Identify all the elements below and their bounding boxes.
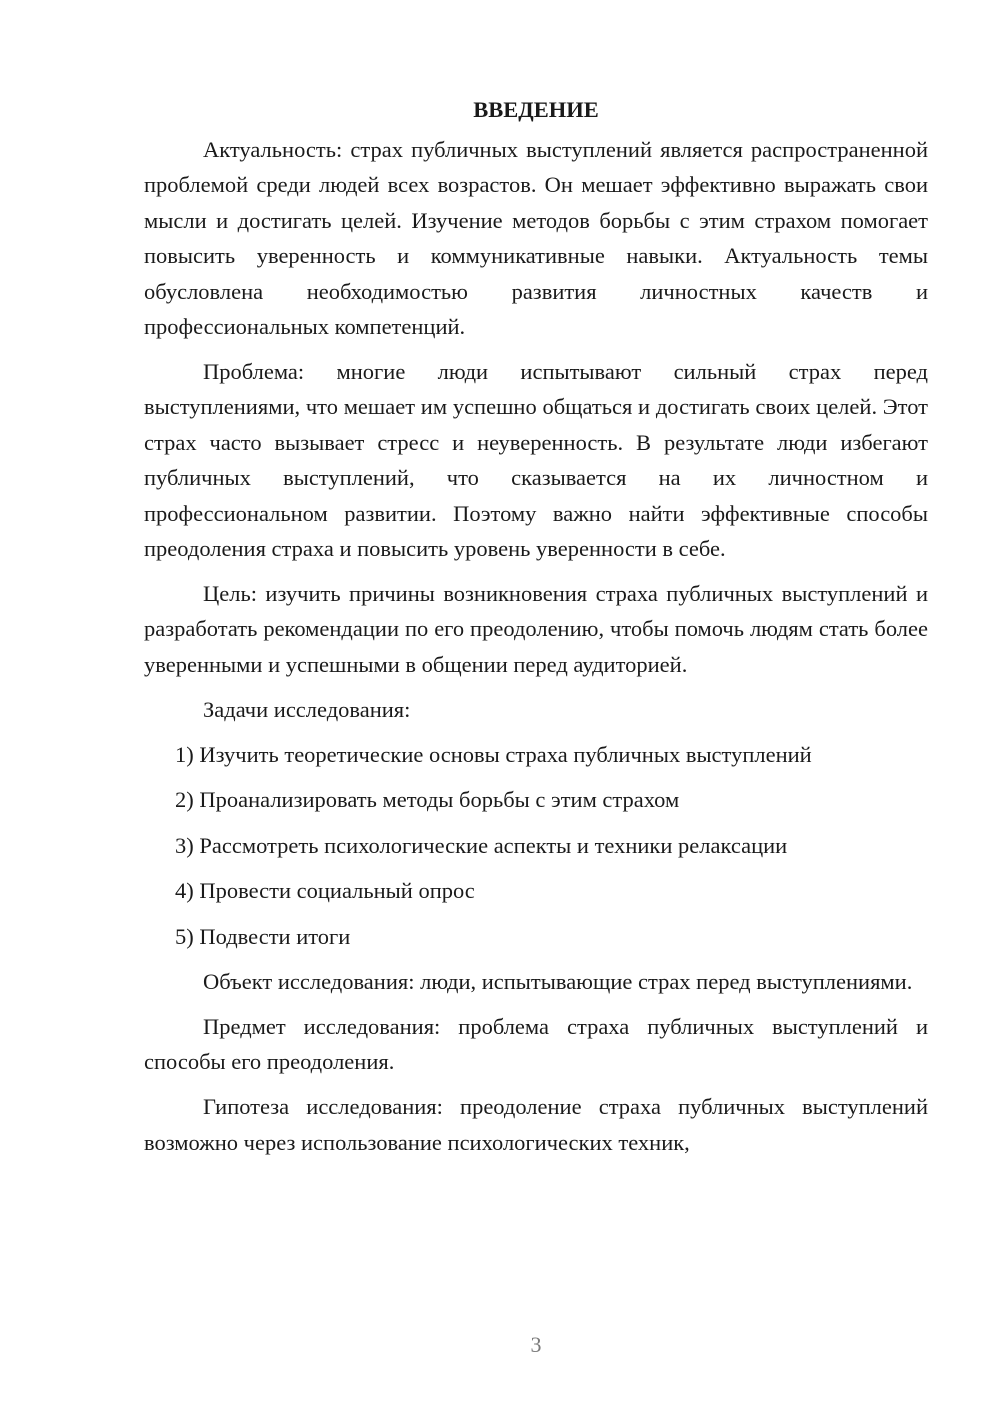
page-number: 3 xyxy=(530,1332,542,1357)
paragraph-problem: Проблема: многие люди испытывают сильный страх перед выступлениями, что мешает им успешно общаться и достигать своих целей. Этот страх часто вызывает стресс и неуверенность. В результате люди избегают публичных выступлений, что сказывается на их личностном и профессиональном развитии. Поэтому важно найти эффективные способы преодоления страха и повысить уровень уверенности в себе. xyxy=(144,358,928,561)
paragraph-object: Объект исследования: люди, испытывающие страх перед выступлениями. xyxy=(203,969,913,995)
tasks-heading: Задачи исследования: xyxy=(203,696,411,722)
paragraph-relevance: Актуальность: страх публичных выступлений является распространенной проблемой среди людей всех возрастов. Он мешает эффективно выражать свои мысли и достигать целей. Изучение методов борьбы с этим страхом помогает повысить уверенность и коммуникативные навыки. Актуальность темы обусловлена необходимостью развития личностных качеств и профессиональных компетенций. xyxy=(144,137,928,340)
paragraph-subject: Предмет исследования: проблема страха публичных выступлений и способы его преодоления. xyxy=(144,1013,928,1075)
list-item: 3) Рассмотреть психологические аспекты и техники релаксации xyxy=(175,832,788,858)
list-item: 4) Провести социальный опрос xyxy=(175,878,475,904)
document-page xyxy=(144,92,928,1170)
tasks-list xyxy=(144,737,928,954)
paragraph-goal: Цель: изучить причины возникновения страха публичных выступлений и разработать рекомендации по его преодолению, чтобы помочь людям стать более уверенными и успешными в общении перед аудиторией. xyxy=(144,580,928,677)
list-item: 1) Изучить теоретические основы страха публичных выступлений xyxy=(175,742,812,767)
list-item: 5) Подвести итоги xyxy=(175,923,351,949)
list-item: 2) Проанализировать методы борьбы с этим страхом xyxy=(175,787,680,813)
paragraph-hypothesis: Гипотеза исследования: преодоление страха публичных выступлений возможно через использование психологических техник, xyxy=(144,1094,928,1155)
section-title: ВВЕДЕНИЕ xyxy=(473,97,599,122)
